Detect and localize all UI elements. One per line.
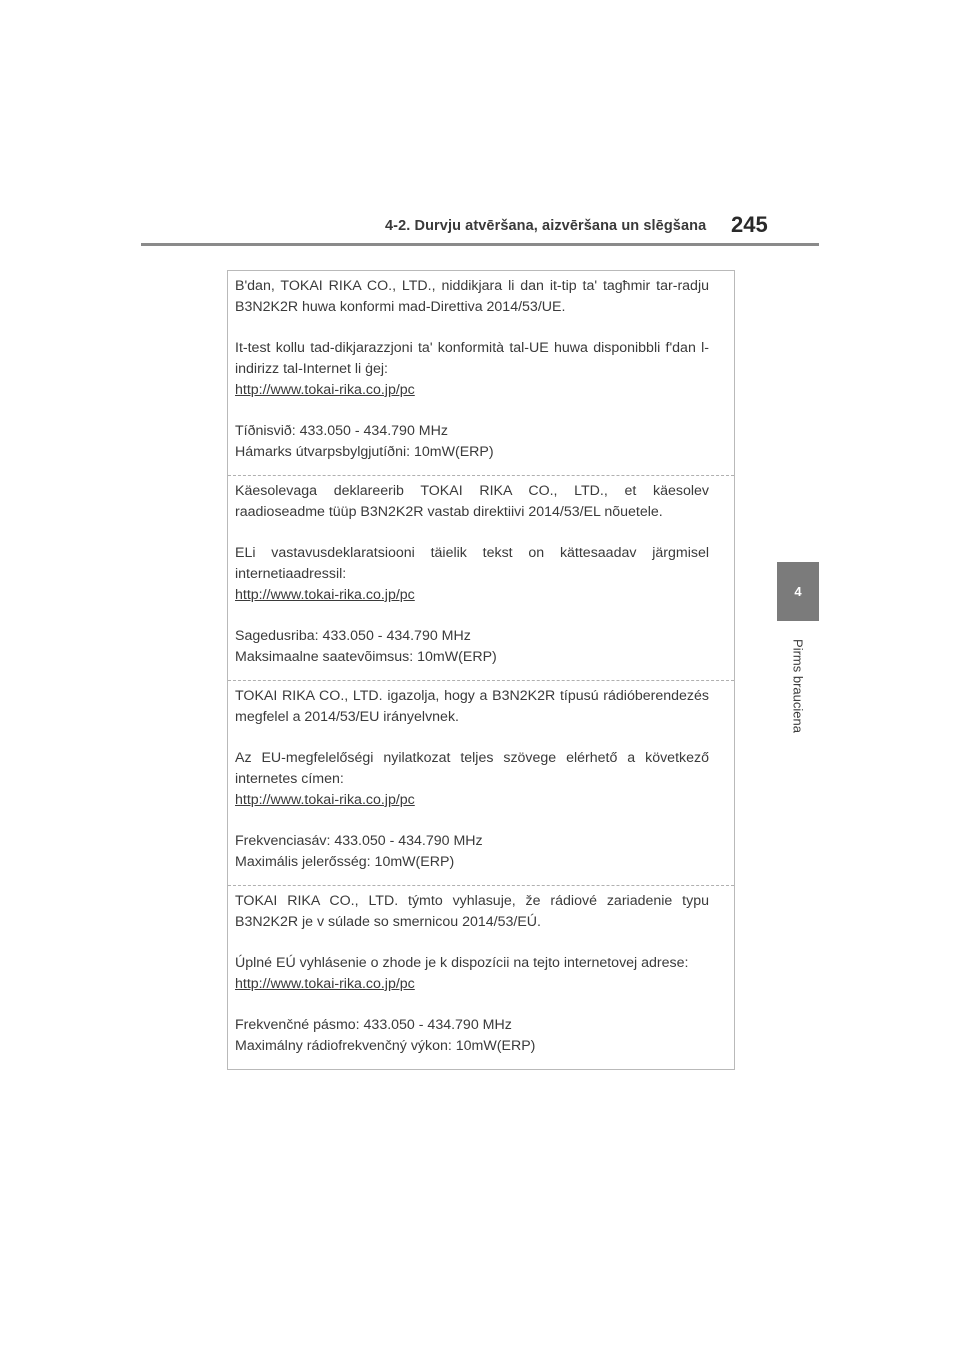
frequency-band: Frekvenčné pásmo: 433.050 - 434.790 MHz xyxy=(235,1017,512,1033)
declaration-section-hu xyxy=(228,680,734,885)
frequency-band: Tíðnisvið: 433.050 - 434.790 MHz xyxy=(235,423,448,439)
max-power: Maksimaalne saatevõimsus: 10mW(ERP) xyxy=(235,649,497,665)
frequency-band: Sagedusriba: 433.050 - 434.790 MHz xyxy=(235,628,471,644)
declaration-url-link[interactable]: http://www.tokai-rika.co.jp/pc xyxy=(235,382,415,398)
fulltext-notice: Úplné EÚ vyhlásenie o zhode je k dispozícii na tejto internetovej adrese: xyxy=(235,955,689,971)
declaration-section-mt xyxy=(228,271,734,475)
declaration-text: TOKAI RIKA CO., LTD. týmto vyhlasuje, že rádiové zariadenie typu B3N2K2R je v súlade so smernicou 2014/53/EÚ. xyxy=(235,893,709,930)
declaration-url-link[interactable]: http://www.tokai-rika.co.jp/pc xyxy=(235,976,415,992)
fulltext-notice: Az EU-megfelelőségi nyilatkozat teljes szövege elérhető a következő internetes címen: xyxy=(235,750,709,787)
chapter-tab xyxy=(777,562,819,621)
fulltext-notice: ELi vastavusdeklaratsiooni täielik tekst on kättesaadav järgmisel internetiaadressil: xyxy=(235,545,709,582)
declaration-text: Käesolevaga deklareerib TOKAI RIKA CO., LTD., et käesolev raadioseadme tüüp B3N2K2R vastab direktiivi 2014/53/EL nõuetele. xyxy=(235,483,709,520)
declaration-section-sk xyxy=(228,885,734,1069)
max-power: Hámarks útvarpsbylgjutíðni: 10mW(ERP) xyxy=(235,444,494,460)
declaration-text: TOKAI RIKA CO., LTD. igazolja, hogy a B3N2K2R típusú rádióberendezés megfelel a 2014/53/EU irányelvnek. xyxy=(235,688,709,725)
section-title: 4-2. Durvju atvēršana, aizvēršana un slēgšana xyxy=(385,218,707,234)
chapter-number: 4 xyxy=(794,584,802,599)
max-power: Maximális jelerősség: 10mW(ERP) xyxy=(235,854,455,870)
declaration-box xyxy=(227,270,735,1070)
page-number: 245 xyxy=(731,212,768,237)
frequency-band: Frekvenciasáv: 433.050 - 434.790 MHz xyxy=(235,833,483,849)
declaration-text: B'dan, TOKAI RIKA CO., LTD., niddikjara li dan it-tip ta' tagħmir tar-radju B3N2K2R huwa konformi mad-Direttiva 2014/53/UE. xyxy=(235,278,709,315)
declaration-url-link[interactable]: http://www.tokai-rika.co.jp/pc xyxy=(235,792,415,808)
fulltext-notice: It-test kollu tad-dikjarazzjoni ta' konformità tal-UE huwa disponibbli f'dan l-indirizz tal-Internet li ġej: xyxy=(235,340,709,377)
chapter-label: Pirms brauciena xyxy=(790,639,806,733)
declaration-url-link[interactable]: http://www.tokai-rika.co.jp/pc xyxy=(235,587,415,603)
declaration-section-et xyxy=(228,475,734,680)
header-divider xyxy=(141,243,819,246)
max-power: Maximálny rádiofrekvenčný výkon: 10mW(ERP) xyxy=(235,1038,536,1054)
